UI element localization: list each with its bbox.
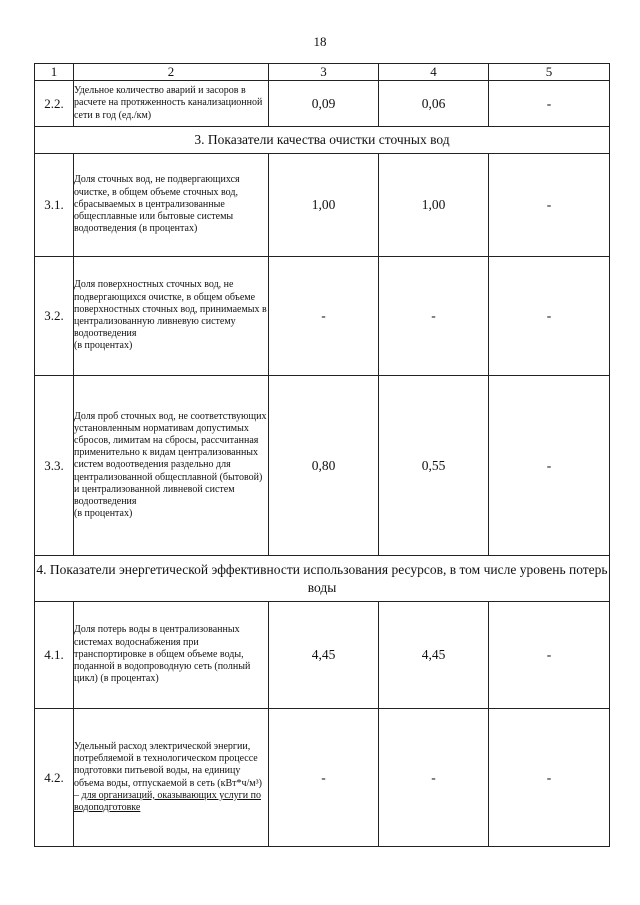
column-header-1: 1 (35, 64, 74, 81)
table-row (35, 154, 610, 257)
indicator-description: Доля потерь воды в централизованных системах водоснабжения при транспортировке в общем объеме воды, поданной в водопроводную сеть (полный цикл) (в процентах) (74, 602, 269, 709)
row-number: 4.2. (35, 709, 74, 847)
description-unit: (в процентах) (74, 340, 133, 352)
value-col-4: - (379, 257, 489, 376)
page-number: 18 (313, 34, 327, 49)
indicators-table (34, 63, 610, 847)
description-text: Доля проб сточных вод, не соответствующих установленным нормативам допустимых сбросов, лимитам на сбросы, рассчитанная применительно к видам централизованных систем водоотведения раздельно для централизованной общесплавной (бытовой) и централизованной ливневой систем водоотведения (74, 410, 267, 507)
value-col-5: - (489, 602, 610, 709)
value-col-4: - (379, 709, 489, 847)
indicator-description (74, 257, 269, 376)
description-text: Удельный расход электрической энергии, потребляемой в технологическом процессе подготовки питьевой воды, на единицу объема воды, отпускаемой в сеть (кВт*ч/м³) – (74, 740, 262, 801)
indicator-description: Удельное количество аварий и засоров в расчете на протяженность канализационной сети в год (ед./км) (74, 81, 269, 127)
section-header-row (35, 556, 610, 602)
row-number: 3.1. (35, 154, 74, 257)
table-row (35, 602, 610, 709)
row-number: 3.3. (35, 376, 74, 556)
row-number: 2.2. (35, 81, 74, 127)
description-underlined-text: для организаций, оказывающих услуги по водоподготовке (74, 789, 261, 813)
row-number: 3.2. (35, 257, 74, 376)
table-row (35, 376, 610, 556)
section-title-3: 3. Показатели качества очистки сточных вод (35, 127, 610, 154)
value-col-3: - (269, 257, 379, 376)
table-header-row (35, 64, 610, 81)
value-col-3: 1,00 (269, 154, 379, 257)
value-col-5: - (489, 154, 610, 257)
value-col-4: 0,06 (379, 81, 489, 127)
value-col-3: 0,09 (269, 81, 379, 127)
description-text: Доля поверхностных сточных вод, не подвергающихся очистке, в общем объеме поверхностных сточных вод, принимаемых в централизованную ливневую систему водоотведения (74, 279, 267, 340)
description-unit: (в процентах) (74, 508, 133, 520)
column-header-5: 5 (489, 64, 610, 81)
value-col-5: - (489, 376, 610, 556)
table-row (35, 81, 610, 127)
value-col-5: - (489, 709, 610, 847)
column-header-4: 4 (379, 64, 489, 81)
column-header-3: 3 (269, 64, 379, 81)
indicator-description (74, 376, 269, 556)
table-row (35, 709, 610, 847)
row-number: 4.1. (35, 602, 74, 709)
column-header-2: 2 (74, 64, 269, 81)
indicator-description (74, 709, 269, 847)
value-col-5: - (489, 81, 610, 127)
value-col-5: - (489, 257, 610, 376)
value-col-3: - (269, 709, 379, 847)
value-col-3: 4,45 (269, 602, 379, 709)
indicator-description: Доля сточных вод, не подвергающихся очистке, в общем объеме сточных вод, сбрасываемых в централизованные общесплавные или бытовые системы водоотведения (в процентах) (74, 154, 269, 257)
table-row (35, 257, 610, 376)
value-col-4: 0,55 (379, 376, 489, 556)
value-col-3: 0,80 (269, 376, 379, 556)
section-title-4: 4. Показатели энергетической эффективности использования ресурсов, в том числе уровень потерь воды (35, 556, 610, 602)
value-col-4: 4,45 (379, 602, 489, 709)
section-header-row (35, 127, 610, 154)
value-col-4: 1,00 (379, 154, 489, 257)
